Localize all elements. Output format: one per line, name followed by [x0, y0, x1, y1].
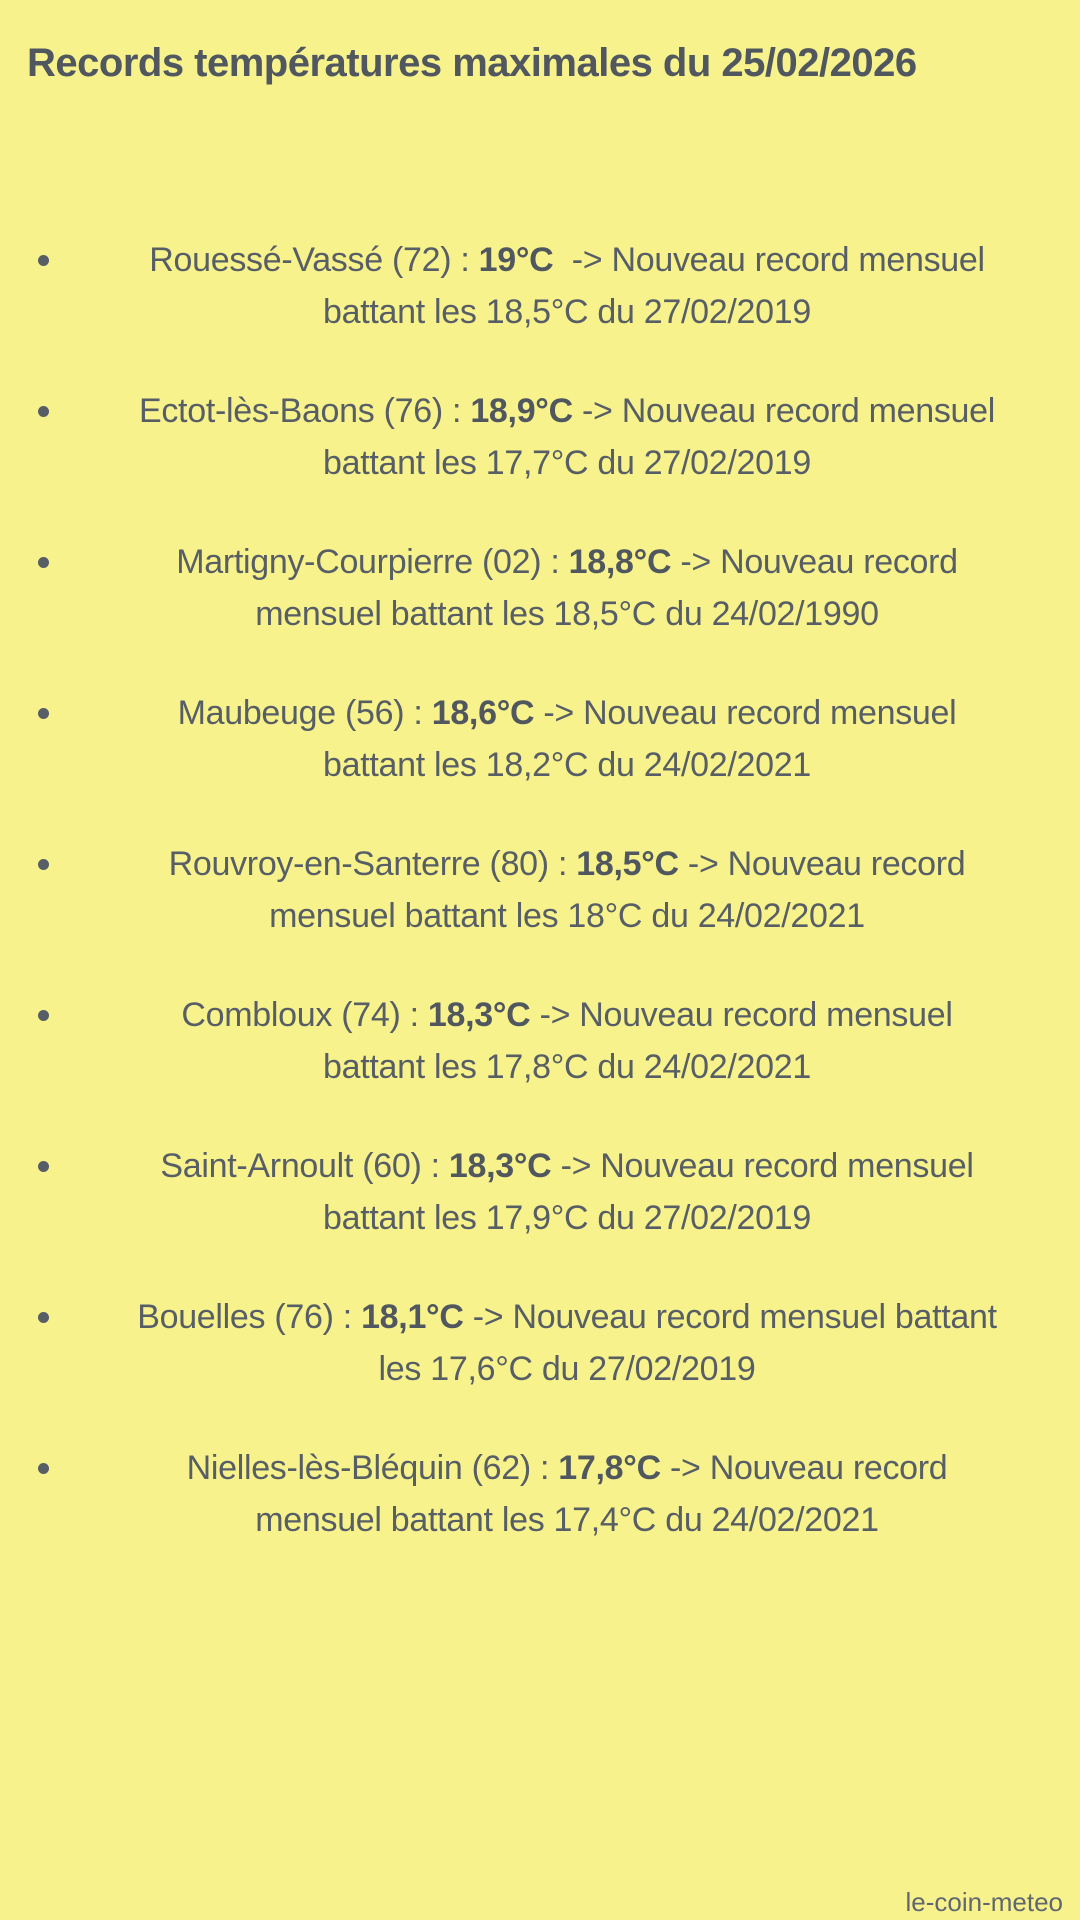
record-line2: mensuel battant les 18,5°C du 24/02/1990 — [255, 595, 879, 633]
bullet-icon — [38, 1161, 49, 1172]
record-location: Rouvroy-en-Santerre (80) : — [168, 845, 577, 883]
record-line1 — [72, 1442, 1062, 1494]
record-temperature: 18,1°C — [361, 1298, 464, 1336]
record-temperature: 18,9°C — [470, 392, 573, 430]
record-line2: battant les 17,9°C du 27/02/2019 — [323, 1199, 811, 1237]
bullet-icon — [38, 1463, 49, 1474]
record-line2: battant les 17,8°C du 24/02/2021 — [323, 1048, 811, 1086]
record-temperature: 18,6°C — [431, 694, 535, 732]
record-line2: battant les 18,5°C du 27/02/2019 — [323, 293, 811, 331]
watermark: le-coin-meteo — [905, 1887, 1063, 1917]
record-item — [72, 1442, 1062, 1546]
bullet-icon — [38, 406, 49, 417]
record-item — [72, 234, 1062, 338]
record-item — [72, 1291, 1062, 1395]
record-temperature: 19°C — [478, 241, 554, 279]
record-description: -> Nouveau record — [678, 845, 966, 883]
record-location: Rouessé-Vassé (72) : — [149, 241, 479, 279]
record-line1 — [72, 1140, 1062, 1192]
record-location: Nielles-lès-Bléquin (62) : — [186, 1449, 559, 1487]
record-line2: battant les 17,7°C du 27/02/2019 — [323, 444, 811, 482]
record-temperature: 17,8°C — [558, 1449, 661, 1487]
record-description: -> Nouveau record — [660, 1449, 948, 1487]
record-item — [72, 385, 1062, 489]
record-description: -> Nouveau record — [671, 543, 958, 581]
bullet-icon — [38, 859, 49, 870]
record-temperature: 18,5°C — [576, 845, 679, 883]
bullet-icon — [38, 1010, 49, 1021]
record-description: -> Nouveau record mensuel — [530, 996, 953, 1034]
record-description: -> Nouveau record mensuel — [553, 241, 985, 279]
record-location: Combloux (74) : — [181, 996, 428, 1034]
record-temperature: 18,8°C — [568, 543, 672, 581]
record-line2: mensuel battant les 17,4°C du 24/02/2021 — [255, 1501, 879, 1539]
record-line1 — [72, 536, 1062, 588]
record-location: Maubeuge (56) : — [177, 694, 432, 732]
bullet-icon — [38, 557, 49, 568]
bullet-icon — [38, 1312, 49, 1323]
record-location: Saint-Arnoult (60) : — [160, 1147, 449, 1185]
record-description: -> Nouveau record mensuel battant — [463, 1298, 997, 1336]
record-line1 — [72, 989, 1062, 1041]
record-line1 — [72, 234, 1062, 286]
records-list — [72, 234, 1062, 1546]
record-location: Martigny-Courpierre (02) : — [176, 543, 569, 581]
record-location: Bouelles (76) : — [137, 1298, 362, 1336]
record-temperature: 18,3°C — [448, 1147, 552, 1185]
record-item — [72, 687, 1062, 791]
record-temperature: 18,3°C — [427, 996, 531, 1034]
record-line2: battant les 18,2°C du 24/02/2021 — [323, 746, 811, 784]
record-item — [72, 536, 1062, 640]
record-description: -> Nouveau record mensuel — [572, 392, 996, 430]
record-description: -> Nouveau record mensuel — [551, 1147, 974, 1185]
record-description: -> Nouveau record mensuel — [534, 694, 957, 732]
record-item — [72, 838, 1062, 942]
bullet-icon — [38, 255, 49, 266]
record-line2: mensuel battant les 18°C du 24/02/2021 — [269, 897, 865, 935]
record-line1 — [72, 838, 1062, 890]
record-line1 — [72, 1291, 1062, 1343]
record-line1 — [72, 385, 1062, 437]
record-item — [72, 989, 1062, 1093]
record-line1 — [72, 687, 1062, 739]
page-title: Records températures maximales du 25/02/2026 — [27, 41, 917, 85]
record-location: Ectot-lès-Baons (76) : — [138, 392, 471, 430]
record-item — [72, 1140, 1062, 1244]
bullet-icon — [38, 708, 49, 719]
record-line2: les 17,6°C du 27/02/2019 — [378, 1350, 756, 1388]
